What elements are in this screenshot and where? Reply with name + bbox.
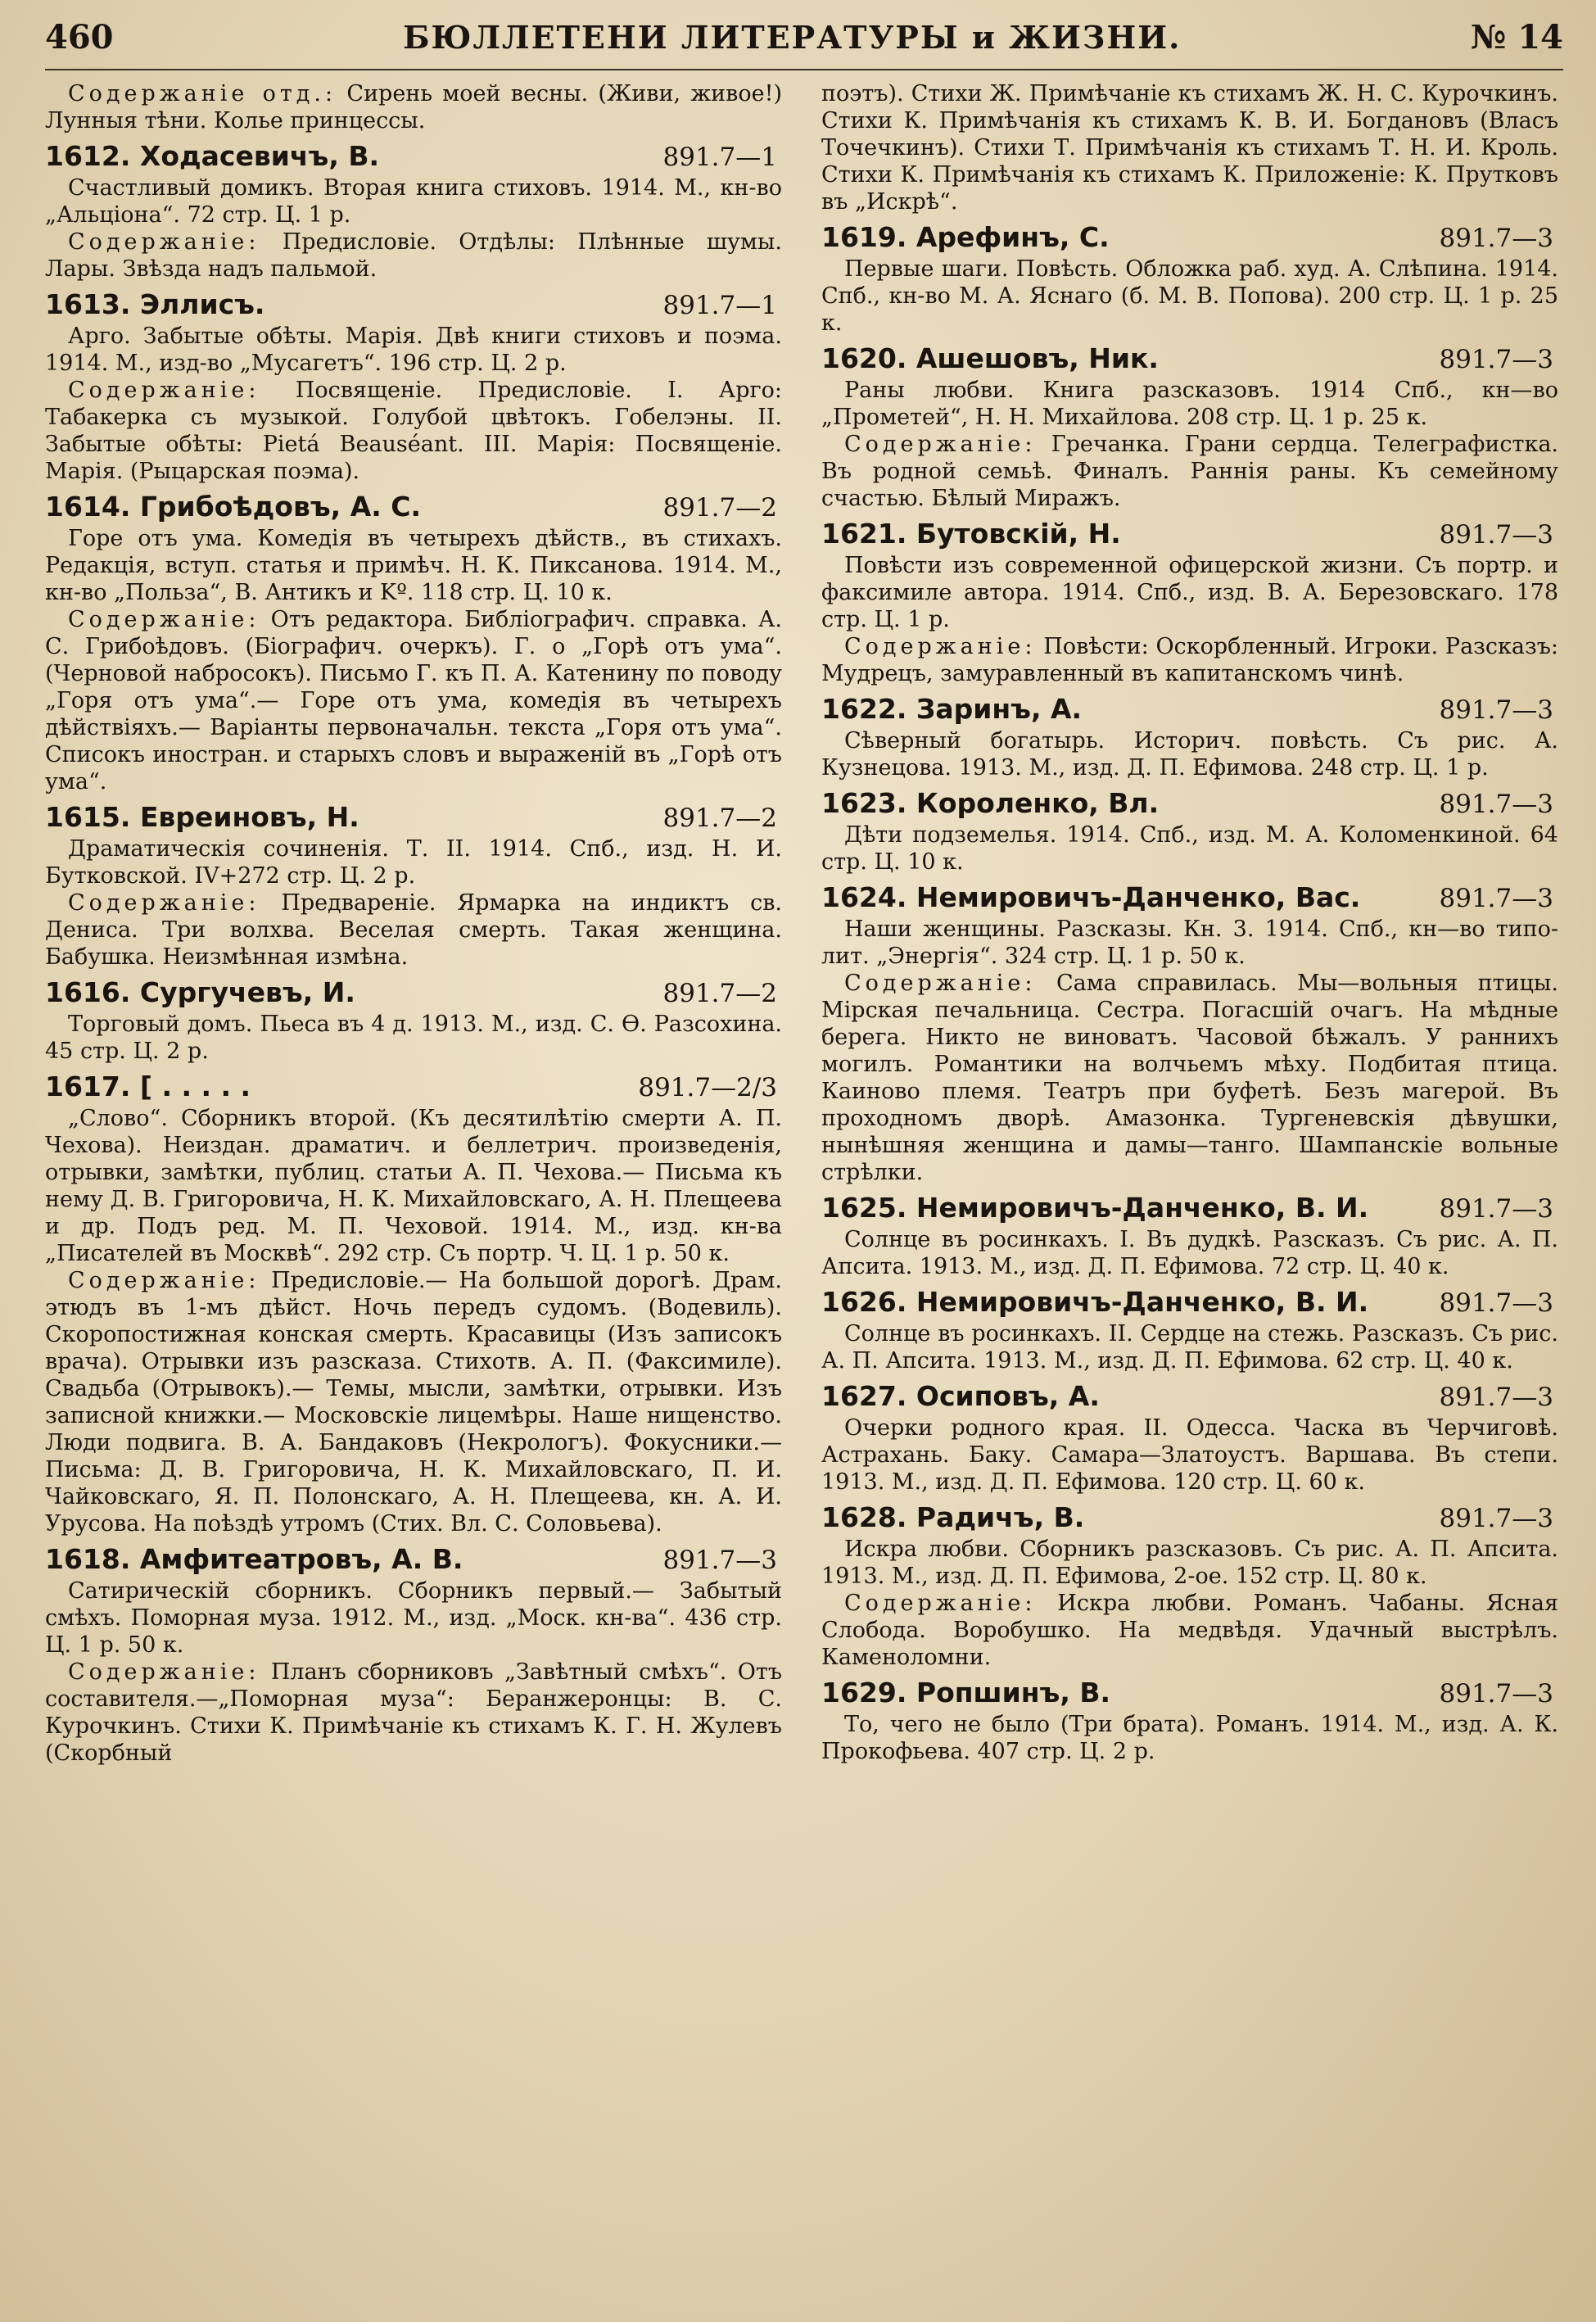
entry-number: 1620. [821, 342, 907, 374]
entry-number: 1622. [821, 693, 907, 725]
entry-heading-left [821, 517, 1121, 551]
issue-number: № 14 [1470, 18, 1563, 57]
entry-contents [45, 1659, 782, 1767]
entry-description: Раны любви. Книга разсказовъ. 1914 Спб., кн—во „Прометей“, Н. Н. Михайлова. 208 стр. Ц. 1 р. 25 к. [821, 378, 1558, 430]
bibliography-entry [821, 1285, 1558, 1374]
contents-text: Предисловіе.— На большой дорогѣ. Драм. этюдъ въ 1-мъ дѣйст. Ночь передъ судомъ. (Водевиль). Скоропостижная конская смерть. Красавицы (Изъ записокъ врача). Отрывки изъ разсказа. Стихотв. А. П. (Факсимиле). Свадьба (Отрывокъ).— Темы, мысли, замѣтки, отрывки. Изъ записной книжки.— Московскіе лицемѣры. Наше нищенство. Люди подвига. В. А. Бандаковъ (Некрологъ). Фокусники.— Письма: Д. В. Григоровича, Н. К. Михайловскаго, П. И. Чайковскаго, Я. П. Полонскаго, А. Н. Плещеева, кн. А. И. Урусова. На поѣздѣ утромъ (Стих. Вл. С. Соловьева). [45, 1268, 782, 1537]
page-header [45, 18, 1563, 70]
page-number: 460 [45, 18, 114, 57]
entry-heading-left [821, 1285, 1368, 1319]
entry-author: [ . . . . . [139, 1070, 251, 1102]
left-column [45, 80, 782, 1767]
entry-description: Счастливый домикъ. Вторая книга стиховъ. 1914. М., кн-во „Альціона“. 72 стр. Ц. 1 р. [45, 175, 782, 228]
contents-label: Содержаніе: [68, 1659, 260, 1685]
contents-label: Содержаніе: [68, 378, 260, 403]
entry-author: Евреиновъ, Н. [139, 801, 359, 833]
entry-author: Немировичъ-Данченко, Вас. [916, 881, 1361, 913]
entry-number: 1619. [821, 221, 907, 253]
right-column [821, 80, 1558, 1767]
classification-code: 891.7—2 [662, 979, 777, 1008]
classification-code: 891.7—3 [1439, 1679, 1553, 1709]
entry-heading-left [821, 342, 1159, 376]
entry-number: 1629. [821, 1677, 907, 1709]
entry-description: Солнце въ росинкахъ. I. Въ дудкѣ. Разсказъ. Съ рис. А. П. Апсита. 1913. М., изд. Д. П. Ефимова. 72 стр. Ц. 40 к. [821, 1227, 1558, 1279]
entry-description: „Слово“. Сборникъ второй. (Къ десятилѣтію смерти А. П. Чехова). Неиздан. драматич. и беллетрич. произведенія, отрывки, замѣтки, публиц. статьи А. П. Чехова.— Письма къ нему Д. В. Григоровича, Н. К. Михайловскаго, А. Н. Плещеева и др. Подъ ред. М. П. Чеховой. 1914. М., изд. кн-ва „Писателей въ Москвѣ“. 292 стр. Съ портр. Ч. Ц. 1 р. 50 к. [45, 1106, 782, 1266]
entry-heading [821, 1191, 1558, 1226]
classification-code: 891.7—3 [1439, 345, 1553, 374]
entry-description: Наши женщины. Разсказы. Кн. 3. 1914. Спб., кн—во типо-лит. „Энергія“. 324 стр. Ц. 1 р. 50 к. [821, 917, 1558, 969]
entry-heading [821, 786, 1558, 822]
entry-contents [45, 377, 782, 485]
classification-code: 891.7—3 [1439, 1194, 1553, 1224]
entry-heading-left [45, 287, 264, 322]
entry-number: 1623. [821, 787, 907, 819]
entry-contents [821, 1590, 1558, 1671]
entry-heading [45, 975, 782, 1011]
entry-heading-left [821, 1191, 1368, 1225]
entry-number: 1614. [45, 491, 131, 523]
entry-author: Осиповъ, А. [916, 1380, 1100, 1412]
entry-description: Драматическія сочиненія. Т. II. 1914. Спб., изд. Н. И. Бутковской. IV+272 стр. Ц. 2 р. [45, 836, 782, 889]
entry-contents [821, 633, 1558, 687]
classification-code: 891.7—2 [662, 803, 777, 833]
classification-code: 891.7—2/3 [638, 1073, 777, 1102]
entry-heading-left [821, 880, 1360, 915]
entry-description: Арго. Забытые обѣты. Марія. Двѣ книги стиховъ и поэма. 1914. М., изд-во „Мусагетъ“. 196 стр. Ц. 2 р. [45, 324, 782, 376]
bibliography-entry [821, 1500, 1558, 1671]
bibliography-entry [45, 490, 782, 795]
classification-code: 891.7—3 [1439, 695, 1553, 725]
classification-code: 891.7—3 [1439, 1383, 1553, 1412]
bibliography-entry [821, 1676, 1558, 1765]
contents-label: Содержаніе: [844, 1591, 1037, 1616]
entry-number: 1628. [821, 1501, 907, 1533]
entry-contents [45, 889, 782, 971]
entry-heading [821, 1285, 1558, 1320]
classification-code: 891.7—3 [1439, 884, 1553, 913]
bibliography-entry [821, 1379, 1558, 1496]
entry-heading-left [821, 220, 1110, 255]
bibliography-entry [45, 975, 782, 1065]
entry-contents [45, 606, 782, 795]
entry-description: Дѣти подземелья. 1914. Спб., изд. М. А. Коломенкиной. 64 стр. Ц. 10 к. [821, 822, 1558, 875]
classification-code: 891.7—3 [1439, 520, 1553, 550]
entry-heading [45, 800, 782, 835]
classification-code: 891.7—2 [662, 493, 777, 523]
bibliography-entry [45, 800, 782, 971]
entry-author: Амфитеатровъ, А. В. [139, 1543, 463, 1575]
classification-code: 891.7—3 [1439, 224, 1553, 253]
entry-contents [821, 431, 1558, 512]
contents-label: Содержаніе: [844, 432, 1037, 457]
entry-heading [821, 692, 1558, 727]
entry-number: 1613. [45, 288, 131, 320]
entry-heading-left [45, 490, 421, 524]
entry-number: 1616. [45, 976, 131, 1008]
classification-code: 891.7—3 [1439, 1504, 1553, 1533]
bibliography-entry [821, 342, 1558, 512]
contents-text: Повѣсти: Оскорбленный. Игроки. Разсказъ: Мудрецъ, замуравленный въ капитанскомъ чинѣ. [821, 634, 1558, 686]
entry-heading-left [45, 1542, 463, 1577]
entry-heading-left [45, 975, 355, 1010]
contents-text: Сама справилась. Мы—вольныя птицы. Мірская печальница. Сестра. Погасшій очагъ. На мѣдные берега. Никто не виноватъ. Часовой бѣжалъ. У раннихъ могилъ. Романтики на волчьемъ мѣху. Подбитая птица. Каиново племя. Театръ при буфетѣ. Безъ магерой. Въ проходномъ дворѣ. Амазонка. Тургеневскія дѣвушки, нынѣшняя женщина и дамы—танго. Шампанскіе вольные стрѣлки. [821, 971, 1558, 1185]
bibliography-entry [821, 880, 1558, 1186]
contents-text: Предвареніе. Ярмарка на индиктъ св. Дениса. Три волхва. Веселая смерть. Такая женщина. Бабушка. Неизмѣнная измѣна. [45, 890, 782, 970]
contents-label: Содержаніе: [68, 890, 260, 916]
entry-heading-left [821, 786, 1159, 821]
entry-number: 1615. [45, 801, 131, 833]
bibliography-entry [821, 786, 1558, 876]
continued-contents [45, 80, 782, 134]
columns [45, 80, 1563, 1767]
entry-number: 1626. [821, 1286, 907, 1318]
entry-description: Горе отъ ума. Комедія въ четырехъ дѣйств., въ стихахъ. Редакція, вступ. статья и примѣч. Н. К. Пиксанова. 1914. М., кн-во „Польза“, В. Антикъ и Kº. 118 стр. Ц. 10 к. [45, 526, 782, 605]
contents-label: Содержаніе: [68, 229, 260, 255]
bibliography-entry [45, 1070, 782, 1537]
entry-number: 1625. [821, 1192, 907, 1224]
entry-number: 1624. [821, 881, 907, 913]
bibliography-entry [45, 1542, 782, 1767]
contents-text: Предисловіе. Отдѣлы: Плѣнные шумы. Лары. Звѣзда надъ пальмой. [45, 229, 782, 282]
contents-label: Содержаніе отд.: [68, 81, 337, 106]
entry-number: 1612. [45, 140, 131, 172]
entry-heading [45, 287, 782, 323]
entry-heading-left [821, 1500, 1084, 1535]
entry-number: 1617. [45, 1070, 131, 1102]
classification-code: 891.7—3 [1439, 1288, 1553, 1318]
entry-author: Арефинъ, С. [916, 221, 1110, 253]
classification-code: 891.7—1 [662, 291, 777, 320]
contents-label: Содержаніе: [844, 971, 1037, 996]
entry-author: Эллисъ. [139, 288, 265, 320]
bibliography-entry [821, 517, 1558, 687]
entry-heading [45, 1542, 782, 1577]
entry-heading [821, 342, 1558, 377]
entry-description: Солнце въ росинкахъ. II. Сердце на стежь. Разсказъ. Съ рис. А. П. Апсита. 1913. М., изд. Д. П. Ефимова. 62 стр. Ц. 40 к. [821, 1321, 1558, 1374]
entry-author: Немировичъ-Данченко, В. И. [916, 1286, 1369, 1318]
bibliography-entry [821, 1191, 1558, 1280]
entry-author: Сургучевъ, И. [139, 976, 355, 1008]
entry-heading [821, 220, 1558, 256]
contents-text: Гречанка. Грани сердца. Телеграфистка. Въ родной семьѣ. Финалъ. Раннія раны. Къ семейному счастью. Бѣлый Миражъ. [821, 432, 1558, 511]
contents-text: Отъ редактора. Библіографич. справка. А. С. Грибоѣдовъ. (Біографич. очеркъ). Г. о „Горѣ отъ ума“. (Черновой набросокъ). Письмо Г. къ П. А. Катенину по поводу „Горя отъ ума“.— Горе отъ ума, комедія въ четырехъ дѣйствіяхъ.— Варіанты первоначальн. текста „Горя отъ ума“. Списокъ иностран. и старыхъ словъ и выраженій въ „Горѣ отъ ума“. [45, 607, 782, 794]
entry-description: Первые шаги. Повѣсть. Обложка раб. худ. А. Слѣпина. 1914. Спб., кн-во М. А. Яснаго (б. М. В. Попова). 200 стр. Ц. 1 р. 25 к. [821, 256, 1558, 336]
running-title: БЮЛЛЕТЕНИ ЛИТЕРАТУРЫ и ЖИЗНИ. [403, 19, 1182, 56]
entry-description: Очерки родного края. II. Одесса. Часка въ Черчиговѣ. Астрахань. Баку. Самара—Златоустъ. Варшава. Въ степи. 1913. М., изд. Д. П. Ефимова. 120 стр. Ц. 60 к. [821, 1415, 1558, 1495]
entry-description: Сатирическій сборникъ. Сборникъ первый.— Забытый смѣхъ. Поморная муза. 1912. М., изд. „Моск. кн-ва“. 436 стр. Ц. 1 р. 50 к. [45, 1578, 782, 1658]
bibliography-entry [45, 287, 782, 485]
entry-heading-left [45, 139, 379, 174]
entry-heading-left [45, 1070, 251, 1104]
entry-number: 1618. [45, 1543, 131, 1575]
classification-code: 891.7—3 [1439, 790, 1553, 819]
contents-text: Сирень моей весны. (Живи, живое!) Лунныя тѣни. Колье принцессы. [45, 81, 782, 134]
entry-author: Ходасевичъ, В. [139, 140, 380, 172]
entry-author: Радичъ, В. [916, 1501, 1085, 1533]
classification-code: 891.7—1 [662, 143, 777, 172]
bibliography-entry [821, 692, 1558, 781]
entry-contents [45, 1267, 782, 1537]
entry-author: Бутовскій, Н. [916, 518, 1121, 550]
entry-author: Короленко, Вл. [916, 787, 1160, 819]
entry-number: 1621. [821, 518, 907, 550]
classification-code: 891.7—3 [662, 1546, 777, 1575]
contents-text: Посвященіе. Предисловіе. I. Арго: Табакерка съ музыкой. Голубой цвѣтокъ. Гобелэны. II. Забытые обѣты: Pietá Beauséant. III. Марія: Посвященіе. Марія. (Рыцарская поэма). [45, 378, 782, 484]
bibliography-entry [821, 220, 1558, 337]
entry-heading [821, 1676, 1558, 1711]
entry-heading-left [821, 692, 1082, 726]
contents-text: поэтъ). Стихи Ж. Примѣчаніе къ стихамъ Ж. Н. С. Курочкинъ. Стихи К. Примѣчанія къ стихамъ К. В. И. Богдановъ (Власъ Точечкинъ). Стихи Т. Примѣчанія къ стихамъ Т. Н. И. Кроль. Стихи К. Примѣчанія къ стихамъ К. Приложеніе: К. Прутковъ въ „Искрѣ“. [821, 81, 1558, 215]
entry-description: Повѣсти изъ современной офицерской жизни. Съ портр. и факсимиле автора. 1914. Спб., изд. В. А. Березовскаго. 178 стр. Ц. 1 р. [821, 553, 1558, 632]
entry-author: Немировичъ-Данченко, В. И. [916, 1192, 1369, 1224]
entry-description: Искра любви. Сборникъ разсказовъ. Съ рис. А. П. Апсита. 1913. М., изд. Д. П. Ефимова, 2-ое. 152 стр. Ц. 80 к. [821, 1537, 1558, 1589]
entry-heading-left [821, 1379, 1100, 1414]
entry-description: То, чего не было (Три брата). Романъ. 1914. М., изд. А. К. Прокофьева. 407 стр. Ц. 2 р. [821, 1712, 1558, 1764]
entry-heading [45, 139, 782, 174]
entry-author: Ропшинъ, В. [916, 1677, 1111, 1709]
entry-heading-left [821, 1676, 1110, 1710]
contents-label: Содержаніе: [844, 634, 1037, 659]
contents-text: Планъ сборниковъ „Завѣтный смѣхъ“. Отъ составителя.—„Поморная муза“: Беранжеронцы: В. С. Курочкинъ. Стихи К. Примѣчаніе къ стихамъ К. Г. Н. Жулевъ (Скорбный [45, 1659, 782, 1766]
entry-author: Заринъ, А. [916, 693, 1083, 725]
entry-contents [45, 229, 782, 283]
bibliography-entry [45, 139, 782, 283]
continued-contents [821, 80, 1558, 215]
entry-heading [45, 1070, 782, 1105]
contents-label: Содержаніе: [68, 607, 260, 632]
entry-heading [821, 1379, 1558, 1414]
entry-heading [821, 880, 1558, 916]
entry-contents [821, 970, 1558, 1186]
contents-label: Содержаніе: [68, 1268, 260, 1293]
entry-author: Ашешовъ, Ник. [916, 342, 1159, 374]
entry-description: Торговый домъ. Пьеса въ 4 д. 1913. М., изд. С. Ѳ. Разсохина. 45 стр. Ц. 2 р. [45, 1012, 782, 1064]
entry-description: Сѣверный богатырь. Историч. повѣсть. Съ рис. А. Кузнецова. 1913. М., изд. Д. П. Ефимова. 248 стр. Ц. 1 р. [821, 728, 1558, 781]
entry-heading [821, 517, 1558, 552]
entry-heading [821, 1500, 1558, 1536]
entry-heading [45, 490, 782, 525]
entry-number: 1627. [821, 1380, 907, 1412]
entry-heading-left [45, 800, 359, 835]
entry-author: Грибоѣдовъ, А. С. [139, 491, 422, 523]
contents-text: Искра любви. Романъ. Чабаны. Ясная Слобода. Воробушко. На медвѣдя. Удачный выстрѣлъ. Каменоломни. [821, 1591, 1558, 1670]
